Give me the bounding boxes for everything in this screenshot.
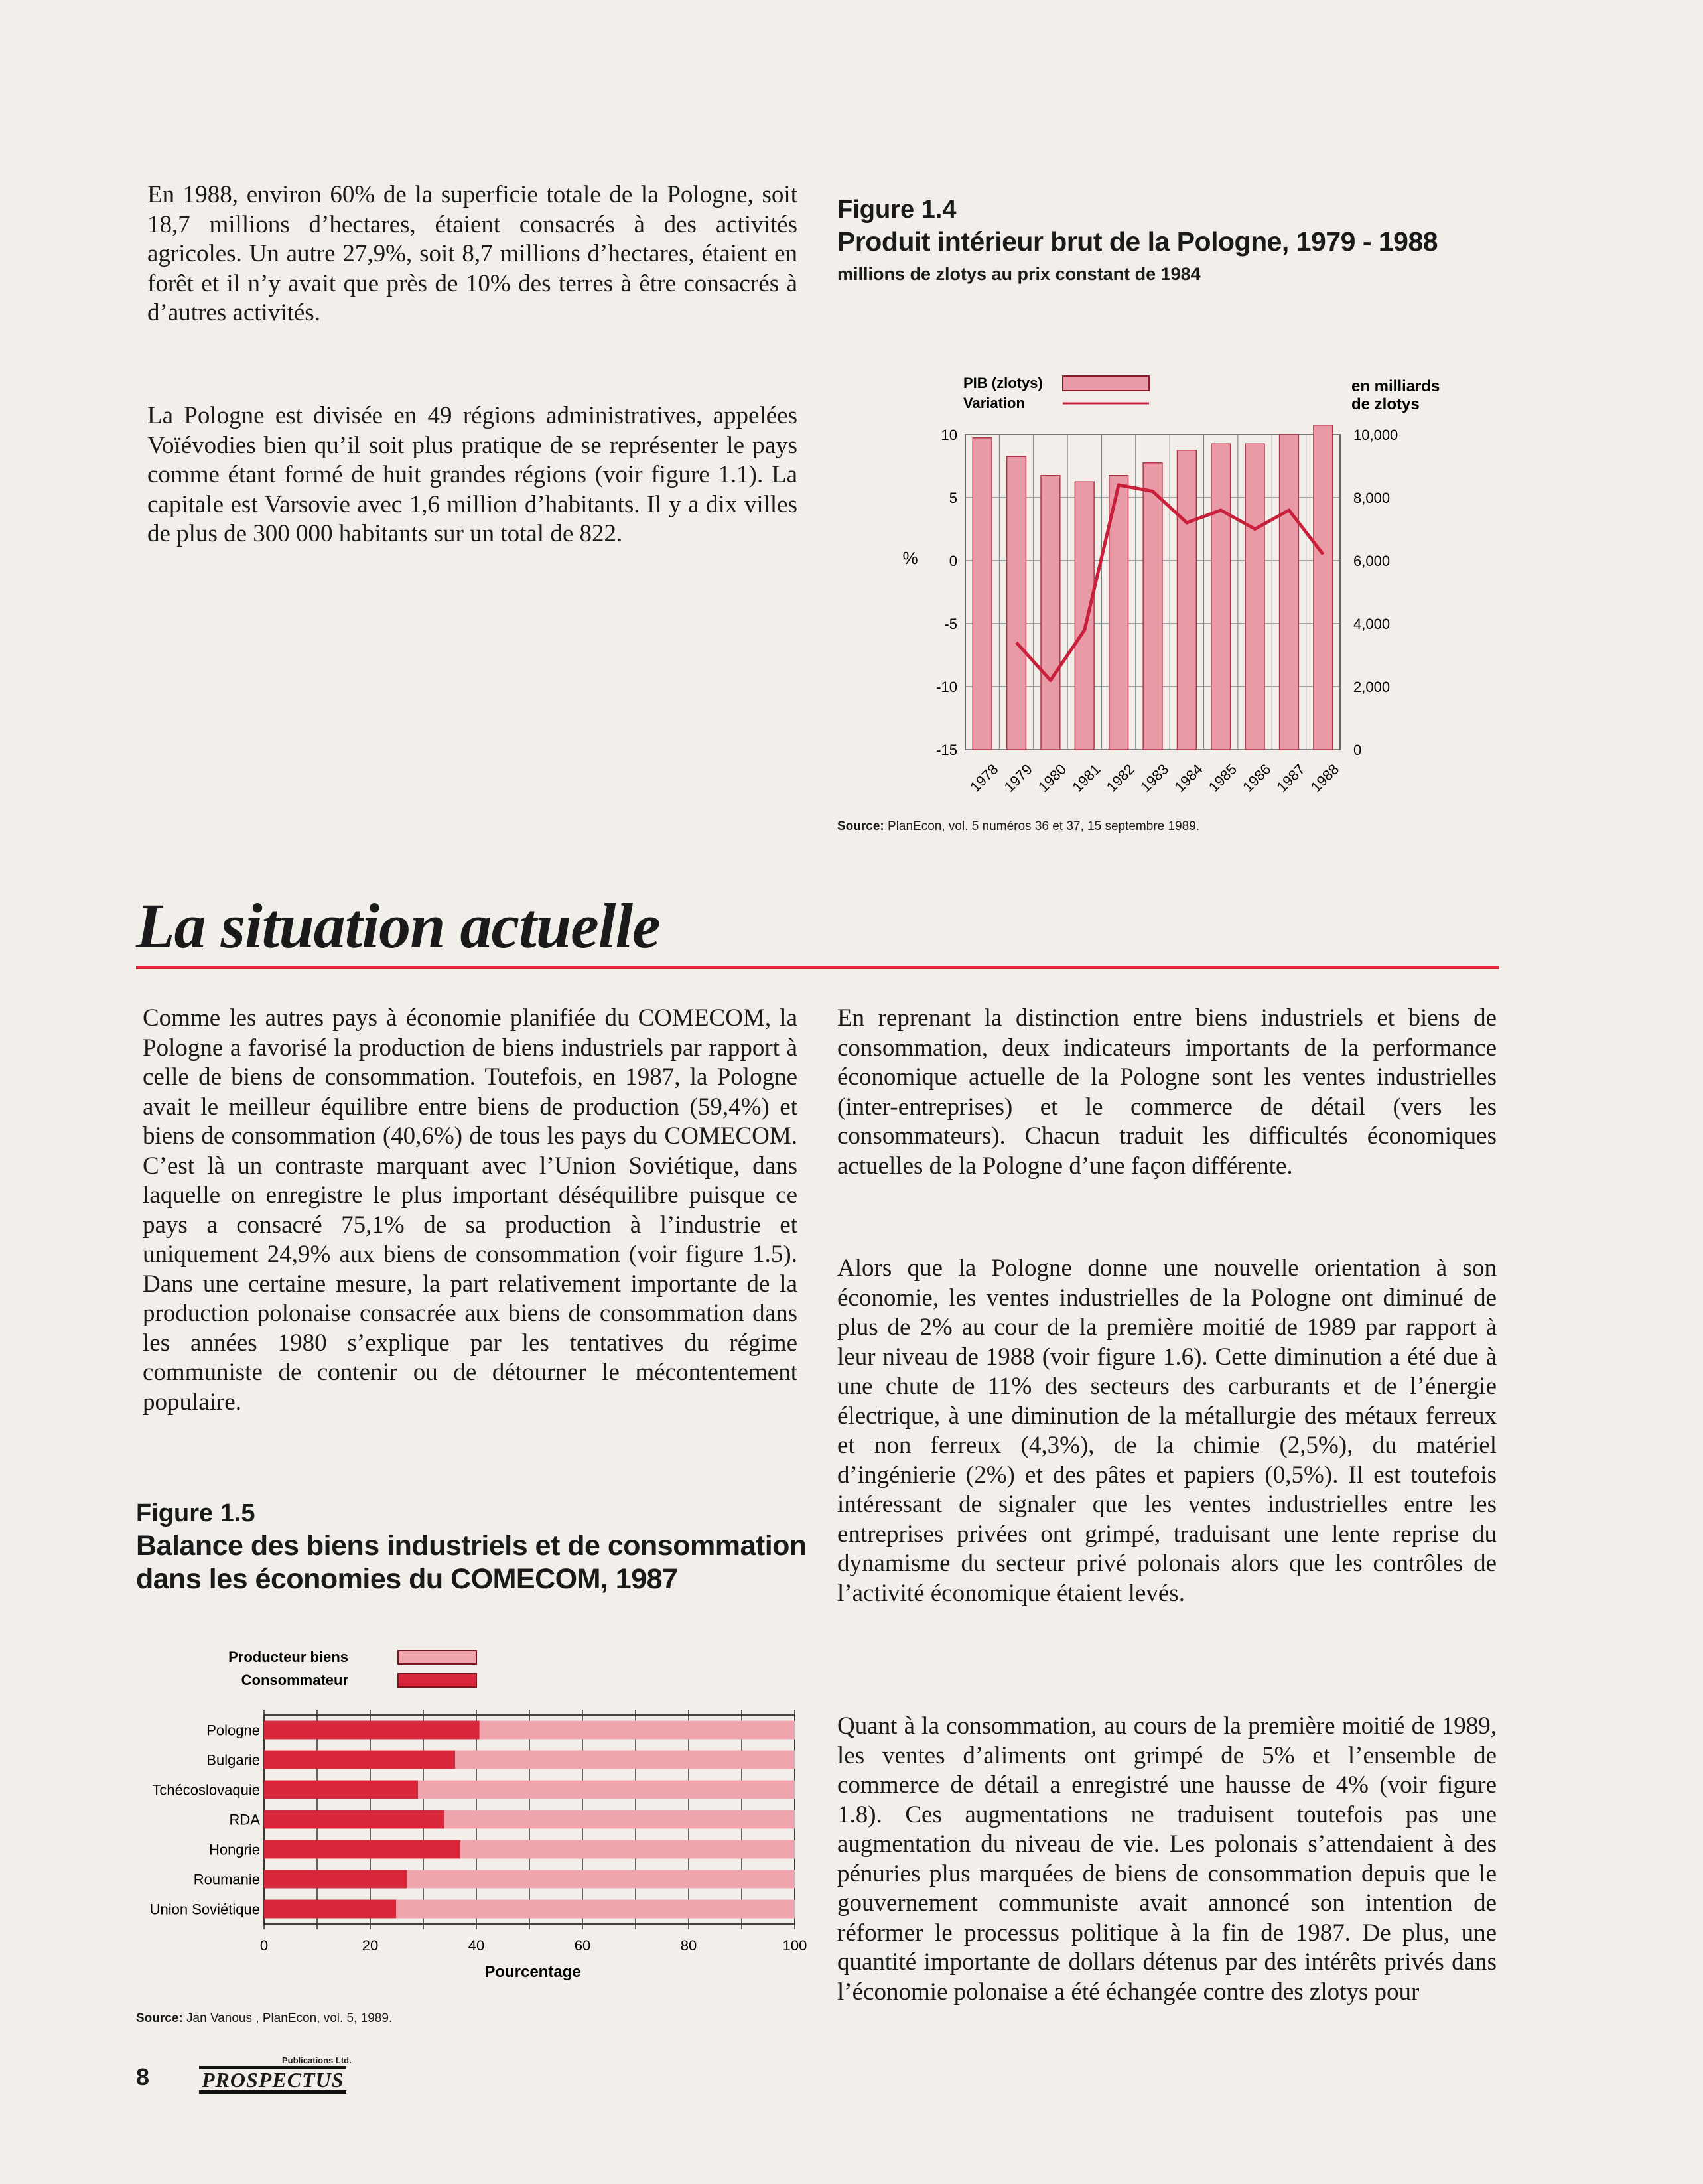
publisher-logo-main: PROSPECTUS: [199, 2066, 346, 2094]
consommateur-bar: [264, 1751, 455, 1769]
legend-producteur-swatch: [398, 1651, 476, 1664]
intro-paragraph-1: En 1988, environ 60% de la superficie totale de la Pologne, soit 18,7 millions d’hectares, étaient consacrés à des activités agricoles. Un autre 27,9%, soit 8,7 millions d’hectares, étaient en forêt et il n’y avait que près de 10% des terres à être consacrés à d’autres activités.: [147, 181, 797, 326]
x-axis-label: Pourcentage: [484, 1963, 581, 1981]
legend-consommateur-swatch: [398, 1674, 476, 1687]
gdp-bar: [1075, 482, 1094, 750]
gdp-bar: [1211, 444, 1231, 750]
right-axis-label-2: de zlotys: [1351, 395, 1420, 413]
gdp-year-label: 1982: [1103, 760, 1138, 795]
consommateur-bar: [264, 1870, 407, 1889]
gdp-year-label: 1988: [1307, 760, 1343, 795]
gdp-right-tick: 10,000: [1353, 427, 1398, 443]
right-axis-label-1: en milliards: [1351, 377, 1440, 395]
section-divider: [136, 966, 1499, 969]
gdp-left-tick: 10: [941, 427, 957, 443]
gdp-year-label: 1984: [1171, 760, 1206, 795]
gdp-left-tick: -5: [944, 616, 957, 632]
figure-1-4-source-label: Source:: [837, 819, 884, 833]
figure-1-5-source: [136, 2012, 392, 2026]
gdp-bar: [1314, 425, 1333, 750]
right-column-paragraph-3: Quant à la consommation, au cours de la première moitié de 1989, les ventes d’aliments ont grimpé de 5% et l’ensemble de commerce de détail a enregistré une hausse de 4% (voir figure 1.8). Ces augmentations ne traduisent toutefois pas une augmentation du niveau de vie. Les polonais s’attendaient à des pénuries plus marquées de biens de consommation depuis que le gouvernement communiste avait annoncé son intention de réformer le processus politique à la fin de 1987. De plus, une quantité importante de dollars détenus par des intérêts privés dans l’économie polonaise a été échangée contre des zlotys pour: [837, 1712, 1497, 2006]
figure-1-5-source-label: Source:: [136, 2012, 183, 2025]
producteur-bar: [396, 1900, 795, 1919]
gdp-right-tick: 4,000: [1353, 616, 1391, 632]
right-column-paragraph-2: Alors que la Pologne donne une nouvelle orientation à son économie, les ventes industrielles de la Pologne ont diminué de plus de 2% au cour de la première moitié de 1989 par rapport à leur niveau de 1988 (voir figure 1.6). Cette diminution a été due à une chute de 11% des secteurs des carburants et de l’énergie électrique, à une diminution de la métallurgie des métaux ferreux et non ferreux (4,3%), de la chimie (2,5%), du matériel d’ingénierie (2%) et des pâtes et papiers (0,5%). Il est toutefois intéressant de signaler que les ventes industrielles entre les entreprises privées ont grimpé, traduisant une lente reprise du dynamisme du secteur privé polonais alors que les contrôles de l’activité économique étaient levés.: [837, 1255, 1497, 1607]
producteur-bar: [418, 1781, 795, 1799]
gdp-chart: [837, 358, 1501, 829]
left-axis-label: %: [902, 548, 918, 568]
gdp-left-tick: -15: [936, 742, 957, 758]
comecom-chart: [129, 1632, 813, 2004]
gdp-year-label: 1980: [1034, 760, 1070, 795]
gdp-left-tick: -10: [936, 679, 957, 695]
comecom-x-tick: 40: [468, 1937, 485, 1954]
gdp-right-tick: 0: [1353, 742, 1362, 758]
gdp-bar: [1143, 463, 1162, 750]
legend-pib-swatch: [1063, 376, 1149, 391]
figure-1-5-title-line-2: dans les économies du COMECOM, 1987: [136, 1563, 678, 1595]
consommateur-bar: [264, 1781, 418, 1799]
producteur-bar: [444, 1810, 795, 1829]
gdp-left-tick: 0: [949, 553, 957, 569]
gdp-bar: [1245, 444, 1264, 750]
country-label: Pologne: [206, 1722, 260, 1739]
figure-1-4-title: Produit intérieur brut de la Pologne, 1979 - 1988: [837, 226, 1438, 257]
country-label: Union Soviétique: [149, 1901, 260, 1918]
legend-consommateur-label: Consommateur: [241, 1672, 348, 1688]
producteur-bar: [460, 1840, 795, 1859]
gdp-bar: [1177, 450, 1196, 750]
legend-pib-label: PIB (zlotys): [963, 375, 1043, 391]
country-label: Tchécoslovaquie: [152, 1781, 260, 1799]
gdp-bar: [973, 438, 992, 750]
figure-1-4-label: Figure 1.4: [837, 196, 957, 224]
gdp-year-label: 1987: [1273, 760, 1308, 795]
publisher-logo: [199, 2055, 365, 2095]
gdp-right-tick: 2,000: [1353, 679, 1391, 695]
comecom-x-tick: 80: [680, 1937, 697, 1954]
gdp-bar: [1280, 435, 1299, 750]
comecom-x-tick: 60: [574, 1937, 591, 1954]
consommateur-bar: [264, 1721, 480, 1740]
producteur-bar: [480, 1721, 795, 1740]
figure-1-5-title-line-1: Balance des biens industriels et de consommation: [136, 1530, 807, 1562]
gdp-year-label: 1985: [1205, 760, 1241, 795]
legend-variation-label: Variation: [963, 395, 1025, 411]
legend-producteur-label: Producteur biens: [228, 1649, 348, 1665]
figure-1-5-label: Figure 1.5: [136, 1499, 255, 1527]
comecom-x-tick: 0: [259, 1937, 269, 1954]
figure-1-4-source: [837, 819, 1199, 834]
left-column-paragraph: Comme les autres pays à économie planifiée du COMECOM, la Pologne a favorisé la production de biens industriels par rapport à celle de biens de consommation. Toutefois, en 1987, la Pologne avait le meilleur équilibre entre biens de production (59,4%) et biens de consommation (40,6%) de tous les pays du COMECOM. C’est là un contraste marquant avec l’Union Soviétique, dans laquelle on enregistre le plus important déséquilibre puisque ce pays a consacré 75,1% de sa production à l’industrie et uniquement 24,9% aux biens de consommation (voir figure 1.5). Dans une certaine mesure, la part relativement importante de la production polonaise consacrée aux biens de consommation dans les années 1980 s’explique par les tentatives du régime communiste de contenir ou de détourner le mécontentement populaire.: [143, 1004, 797, 1416]
producteur-bar: [407, 1870, 795, 1889]
consommateur-bar: [264, 1900, 396, 1919]
comecom-x-tick: 20: [362, 1937, 379, 1954]
figure-1-4-source-text: PlanEcon, vol. 5 numéros 36 et 37, 15 septembre 1989.: [888, 819, 1200, 833]
gdp-year-label: 1979: [1000, 760, 1036, 795]
country-label: Bulgarie: [206, 1751, 260, 1769]
country-label: Hongrie: [208, 1841, 260, 1858]
right-column-paragraph-1: En reprenant la distinction entre biens industriels et biens de consommation, deux indicateurs importants de la performance économique actuelle de la Pologne sont les ventes industrielles (inter-entreprises) et le commerce de détail (vers les consommateurs). Chacun traduit les difficultés économiques actuelles de la Pologne d’une façon différente.: [837, 1004, 1497, 1180]
gdp-year-label: 1986: [1239, 760, 1274, 795]
gdp-right-tick: 6,000: [1353, 553, 1391, 569]
consommateur-bar: [264, 1840, 460, 1859]
gdp-bar: [1007, 456, 1026, 750]
gdp-year-label: 1983: [1137, 760, 1172, 795]
page-number: 8: [136, 2063, 150, 2090]
intro-paragraph-2: La Pologne est divisée en 49 régions administratives, appelées Voïévodies bien qu’il soit plus pratique de se représenter le pays comme étant formé de huit grandes régions (voir figure 1.1). La capitale est Varsovie avec 1,6 million d’habitants. Il y a dix villes de plus de 300 000 habitants sur un total de 822.: [147, 402, 797, 547]
consommateur-bar: [264, 1810, 444, 1829]
comecom-x-tick: 100: [782, 1937, 807, 1954]
gdp-year-label: 1981: [1069, 760, 1104, 795]
section-title: La situation actuelle: [136, 890, 660, 961]
producteur-bar: [455, 1751, 795, 1769]
gdp-left-tick: 5: [949, 490, 957, 506]
gdp-year-label: 1978: [967, 760, 1002, 795]
country-label: RDA: [229, 1811, 260, 1828]
country-label: Roumanie: [193, 1871, 260, 1888]
publisher-logo-small: Publications Ltd.: [282, 2055, 352, 2065]
gdp-right-tick: 8,000: [1353, 490, 1391, 506]
gdp-bar: [1041, 476, 1060, 750]
figure-1-4-subtitle: millions de zlotys au prix constant de 1984: [837, 264, 1201, 284]
figure-1-5-source-text: Jan Vanous , PlanEcon, vol. 5, 1989.: [186, 2012, 393, 2025]
